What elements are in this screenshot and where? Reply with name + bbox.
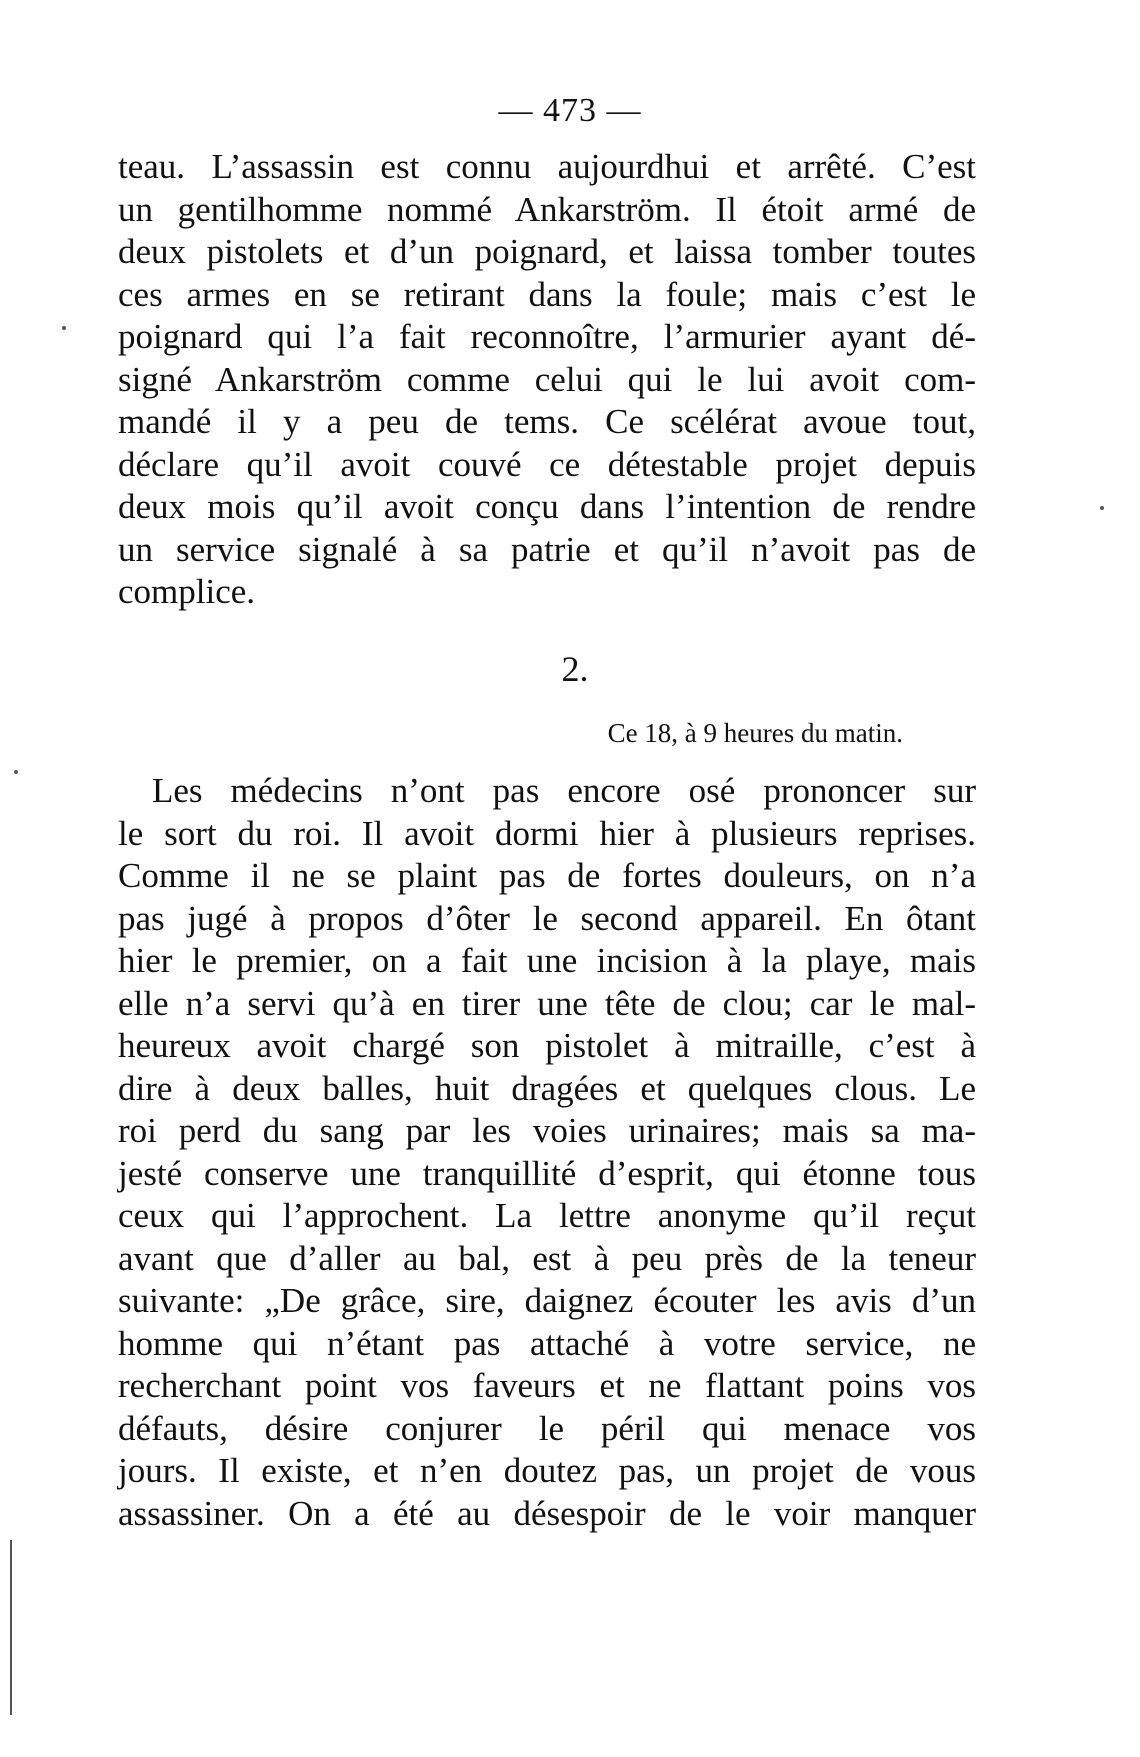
text-line: roi perd du sang par les voies urinaires; mais sa ma- [118,1111,976,1150]
scan-speck [14,770,18,774]
text-line: deux pistolets et d’un poignard, et laissa tomber toutes [118,232,976,271]
paragraph-section-two [118,770,976,1535]
page-number: — 473 — [498,92,642,129]
text-line: deux mois qu’il avoit conçu dans l’intention de rendre [118,487,976,526]
text-line: recherchant point vos faveurs et ne flattant poins vos [118,1366,976,1405]
text-line: Comme il ne se plaint pas de fortes douleurs, on n’a [118,856,976,895]
text-line: teau. L’assassin est connu aujourdhui et arrêté. C’est [118,147,976,186]
text-line: poignard qui l’a fait reconnoître, l’armurier ayant dé- [118,317,976,356]
text-line: Les médecins n’ont pas encore osé prononcer sur [152,771,976,810]
text-line: jesté conserve une tranquillité d’esprit, qui étonne tous [118,1153,976,1193]
text-line: un service signalé à sa patrie et qu’il n’avoit pas de [118,529,976,569]
text-line: hier le premier, on a fait une incision à la playe, mais [118,941,976,980]
text-line: elle n’a servi qu’à en tirer une tête de clou; car le mal- [118,983,976,1023]
text-line: dire à deux balles, huit dragées et quelques clous. Le [118,1068,976,1108]
scan-speck [62,326,66,330]
scan-margin-rule [10,1540,12,1715]
paragraph-section-one [118,146,976,614]
section-number: 2. [561,649,589,689]
text-line: suivante: „De grâce, sire, daignez écouter les avis d’un [118,1281,976,1320]
dateline: Ce 18, à 9 heures du matin. [607,718,903,748]
text-line: signé Ankarström comme celui qui le lui avoit com- [118,359,976,399]
text-line: assassiner. On a été au désespoir de le voir manquer [118,1493,976,1533]
text-line: heureux avoit chargé son pistolet à mitraille, c’est à [118,1026,976,1065]
text-line: déclare qu’il avoit couvé ce détestable projet depuis [118,444,976,484]
text-line: complice. [118,572,256,611]
text-line: homme qui n’étant pas attaché à votre service, ne [118,1323,976,1363]
text-line: le sort du roi. Il avoit dormi hier à plusieurs reprises. [118,813,976,853]
text-line: avant que d’aller au bal, est à peu près de la teneur [118,1238,976,1278]
text-line: un gentilhomme nommé Ankarström. Il étoit armé de [118,189,976,229]
text-line: ceux qui l’approchent. La lettre anonyme qu’il reçut [118,1196,976,1235]
text-line: pas jugé à propos d’ôter le second appareil. En ôtant [118,898,976,938]
scan-speck [1100,506,1104,510]
text-line: mandé il y a peu de tems. Ce scélérat avoue tout, [118,402,976,441]
text-line: jours. Il existe, et n’en doutez pas, un projet de vous [118,1451,976,1490]
text-line: défauts, désire conjurer le péril qui menace vos [118,1408,976,1448]
text-line: ces armes en se retirant dans la foule; mais c’est le [118,274,976,314]
